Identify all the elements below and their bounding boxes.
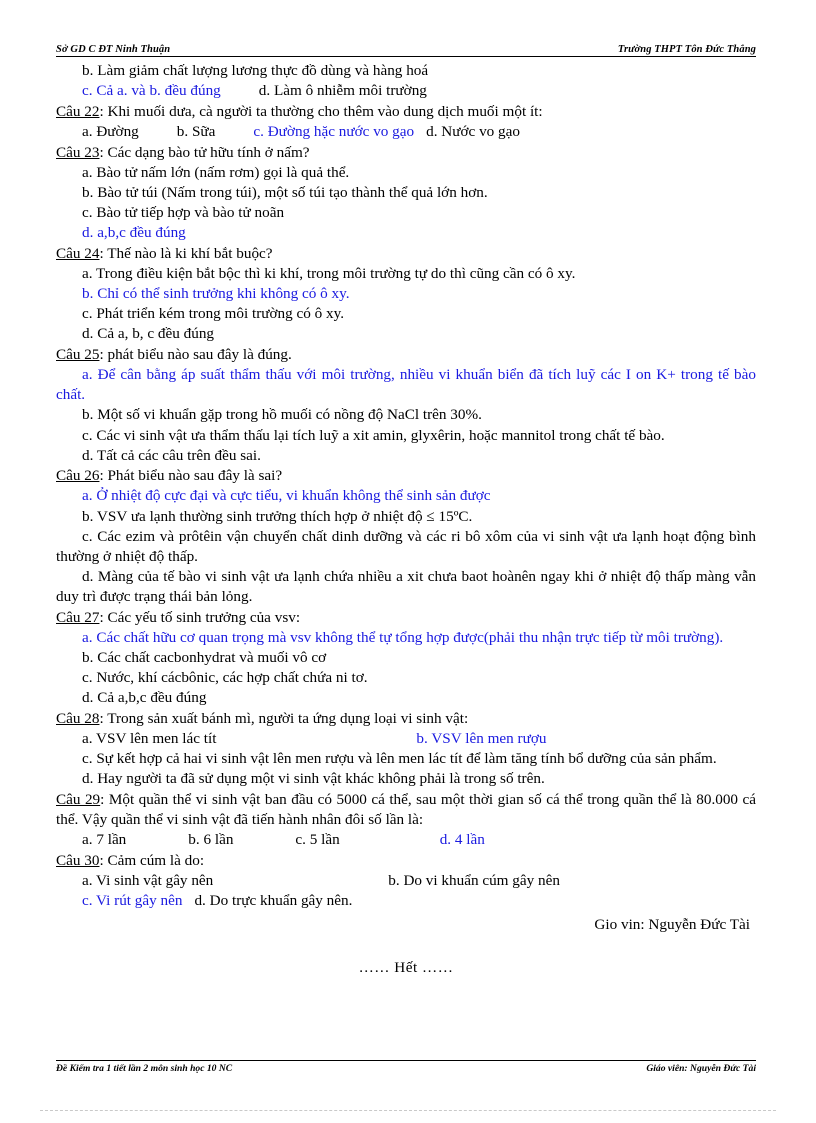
q22-option-d: d. Nước vo gạo [426, 122, 520, 140]
q23-option-c: c. Bào tử tiếp hợp và bào tử noãn [82, 203, 285, 221]
q23-option-b: b. Bào tử túi (Nấm trong túi), một số túi tạo thành thể quả lớn hơn. [82, 183, 488, 201]
q25-option-d: d. Tất cả các câu trên đều sai. [82, 446, 261, 464]
q25-option-c: c. Các vi sinh vật ưa thẩm thấu lại tích luỹ a xit amin, glyxêrin, hoặc mannitol trong chất tế bào. [82, 426, 665, 444]
question-22-number: Câu 22 [56, 102, 100, 120]
q25-option-a: a. Để cân bằng áp suất thẩm thấu với môi trường, nhiều vi khuẩn biển đã tích luỹ các I on K+ trong tế bào chất. [56, 366, 756, 404]
question-23-stem: : Các dạng bào tử hữu tính ở nấm? [99, 143, 310, 161]
q27-option-b: b. Các chất cacbonhydrat và muối vô cơ [82, 649, 327, 667]
question-29-options [56, 830, 756, 850]
question-25 [56, 345, 756, 365]
document-body [56, 61, 756, 978]
q26-option-b: b. VSV ưa lạnh thường sinh trưởng thích hợp ở nhiệt độ ≤ 15ºC. [82, 507, 473, 525]
question-22-stem: : Khi muối dưa, cà người ta thường cho thêm vào dung dịch muối một ít: [99, 102, 543, 120]
question-29-number: Câu 29 [56, 791, 101, 809]
q24-option-a: a. Trong điều kiện bắt bộc thì ki khí, trong môi trường tự do thì cũng cần có ô xy. [82, 264, 576, 282]
q28-option-b: b. VSV lên men rượu [416, 730, 547, 748]
q28-option-d: d. Hay người ta đã sử dụng một vi sinh vật khác không phải là trong số trên. [82, 770, 545, 788]
q30-option-b: b. Do vi khuẩn cúm gây nên [388, 872, 560, 890]
q27-option-a: a. Các chất hữu cơ quan trọng mà vsv không thể tự tổng hợp được(phải thu nhận trực tiếp từ môi trường). [82, 628, 724, 646]
document-sheet [56, 44, 756, 993]
q28-option-a: a. VSV lên men lác tít [82, 730, 217, 748]
page-footer [56, 1060, 756, 1074]
q29-option-b: b. 6 lần [188, 831, 234, 849]
footer-left-exam-title: Đề Kiểm tra 1 tiết lần 2 môn sinh học 10 NC [56, 1063, 233, 1074]
q24-option-c: c. Phát triển kém trong môi trường có ô xy. [82, 305, 345, 323]
q30-option-a: a. Vi sinh vật gây nên [82, 872, 214, 890]
question-30 [56, 851, 756, 871]
question-24-stem: : Thế nào là ki khí bắt buộc? [99, 244, 273, 262]
question-29-stem: : Một quần thể vi sinh vật ban đầu có 5000 cá thể, sau một thời gian số cá thể trong quần thể là 80.000 cá thể. Vậy quần thể vi sinh vật đã tiến hành nhân đôi số lần là: [56, 791, 756, 829]
option-c-top: c. Cả a. và b. đều đúng [82, 82, 221, 100]
footer-right-teacher: Giáo viên: Nguyễn Đức Tài [646, 1063, 756, 1074]
question-28-stem: : Trong sản xuất bánh mì, người ta ứng dụng loại vi sinh vật: [99, 710, 469, 727]
question-28 [56, 709, 756, 729]
q29-option-d: d. 4 lần [439, 831, 485, 849]
q22-option-a: a. Đường [82, 122, 139, 140]
page-header [56, 44, 756, 57]
question-22-options [56, 122, 756, 142]
q25-option-b: b. Một số vi khuẩn gặp trong hồ muối có nồng độ NaCl trên 30%. [82, 406, 482, 424]
q30-options-cd [56, 891, 756, 911]
q29-option-a: a. 7 lần [82, 831, 127, 849]
q26-option-a: a. Ở nhiệt độ cực đại và cực tiểu, vi khuẩn không thể sinh sản được [82, 487, 491, 505]
option-d-top: d. Làm ô nhiễm môi trường [258, 82, 427, 100]
header-right-school-name: Trường THPT Tôn Đức Thắng [617, 44, 756, 55]
question-30-number: Câu 30 [56, 851, 100, 869]
q26-option-c: c. Các ezim và prôtêin vận chuyển chất dinh dưỡng và các ri bô xôm của vi sinh vật ưa lạnh hoạt động bình thường ở nhiệt độ thấp. [56, 527, 756, 565]
q26-option-d: d. Màng của tế bào vi sinh vật ưa lạnh chứa nhiều a xit chưa baot hoànên ngay khi ở nhiệt độ thấp màng vẫn duy trì được trạng thái bản lỏng. [56, 568, 756, 606]
question-30-stem: : Cảm cúm là do: [99, 851, 205, 869]
question-24 [56, 244, 756, 264]
teacher-signature: Gio vin: Nguyễn Đức Tài [594, 916, 750, 934]
question-28-number: Câu 28 [56, 710, 100, 727]
q24-option-b: b. Chỉ có thể sinh trưởng khi không có ô xy. [82, 285, 350, 303]
question-27-stem: : Các yếu tố sinh trưởng của vsv: [99, 608, 301, 626]
question-23-number: Câu 23 [56, 143, 100, 161]
question-26 [56, 466, 756, 486]
question-23 [56, 143, 756, 163]
question-27 [56, 608, 756, 628]
q27-option-d: d. Cả a,b,c đều đúng [82, 689, 207, 707]
q30-option-c: c. Vi rút gây nên [82, 892, 183, 910]
question-26-number: Câu 26 [56, 467, 100, 485]
option-line-cd-top [56, 81, 756, 101]
question-27-number: Câu 27 [56, 608, 100, 626]
header-left-school-dept: Sở GD C ĐT Ninh Thuận [56, 44, 171, 55]
option-line-b-top: b. Làm giảm chất lượng lương thực đồ dùng và hàng hoá [82, 62, 429, 79]
q27-option-c: c. Nước, khí cácbônic, các hợp chất chứa ni tơ. [82, 669, 368, 687]
question-22 [56, 102, 756, 122]
q24-option-d: d. Cả a, b, c đều đúng [82, 325, 215, 343]
question-25-number: Câu 25 [56, 345, 100, 363]
question-26-stem: : Phát biểu nào sau đây là sai? [99, 467, 283, 485]
q22-option-b: b. Sữa [176, 122, 216, 140]
q30-option-d: d. Do trực khuẩn gây nên. [194, 892, 353, 910]
question-25-stem: : phát biểu nào sau đây là đúng. [99, 345, 292, 363]
q22-option-c: c. Đường hặc nước vo gạo [253, 122, 415, 140]
q28-options-ab [56, 729, 756, 749]
q23-option-d: d. a,b,c đều đúng [82, 224, 186, 242]
q30-options-ab [56, 871, 756, 891]
page-bottom-divider [40, 1110, 776, 1111]
q23-option-a: a. Bào tử nấm lớn (nấm rơm) gọi là quả thể. [82, 163, 350, 181]
end-of-exam-mark: …… Hết …… [358, 958, 454, 976]
question-29 [56, 790, 756, 830]
question-24-number: Câu 24 [56, 244, 100, 262]
q28-option-c: c. Sự kết hợp cả hai vi sinh vật lên men rượu và lên men lác tít để làm tăng tính bổ dưỡng của sản phẩm. [82, 750, 717, 768]
q29-option-c: c. 5 lần [295, 831, 340, 849]
